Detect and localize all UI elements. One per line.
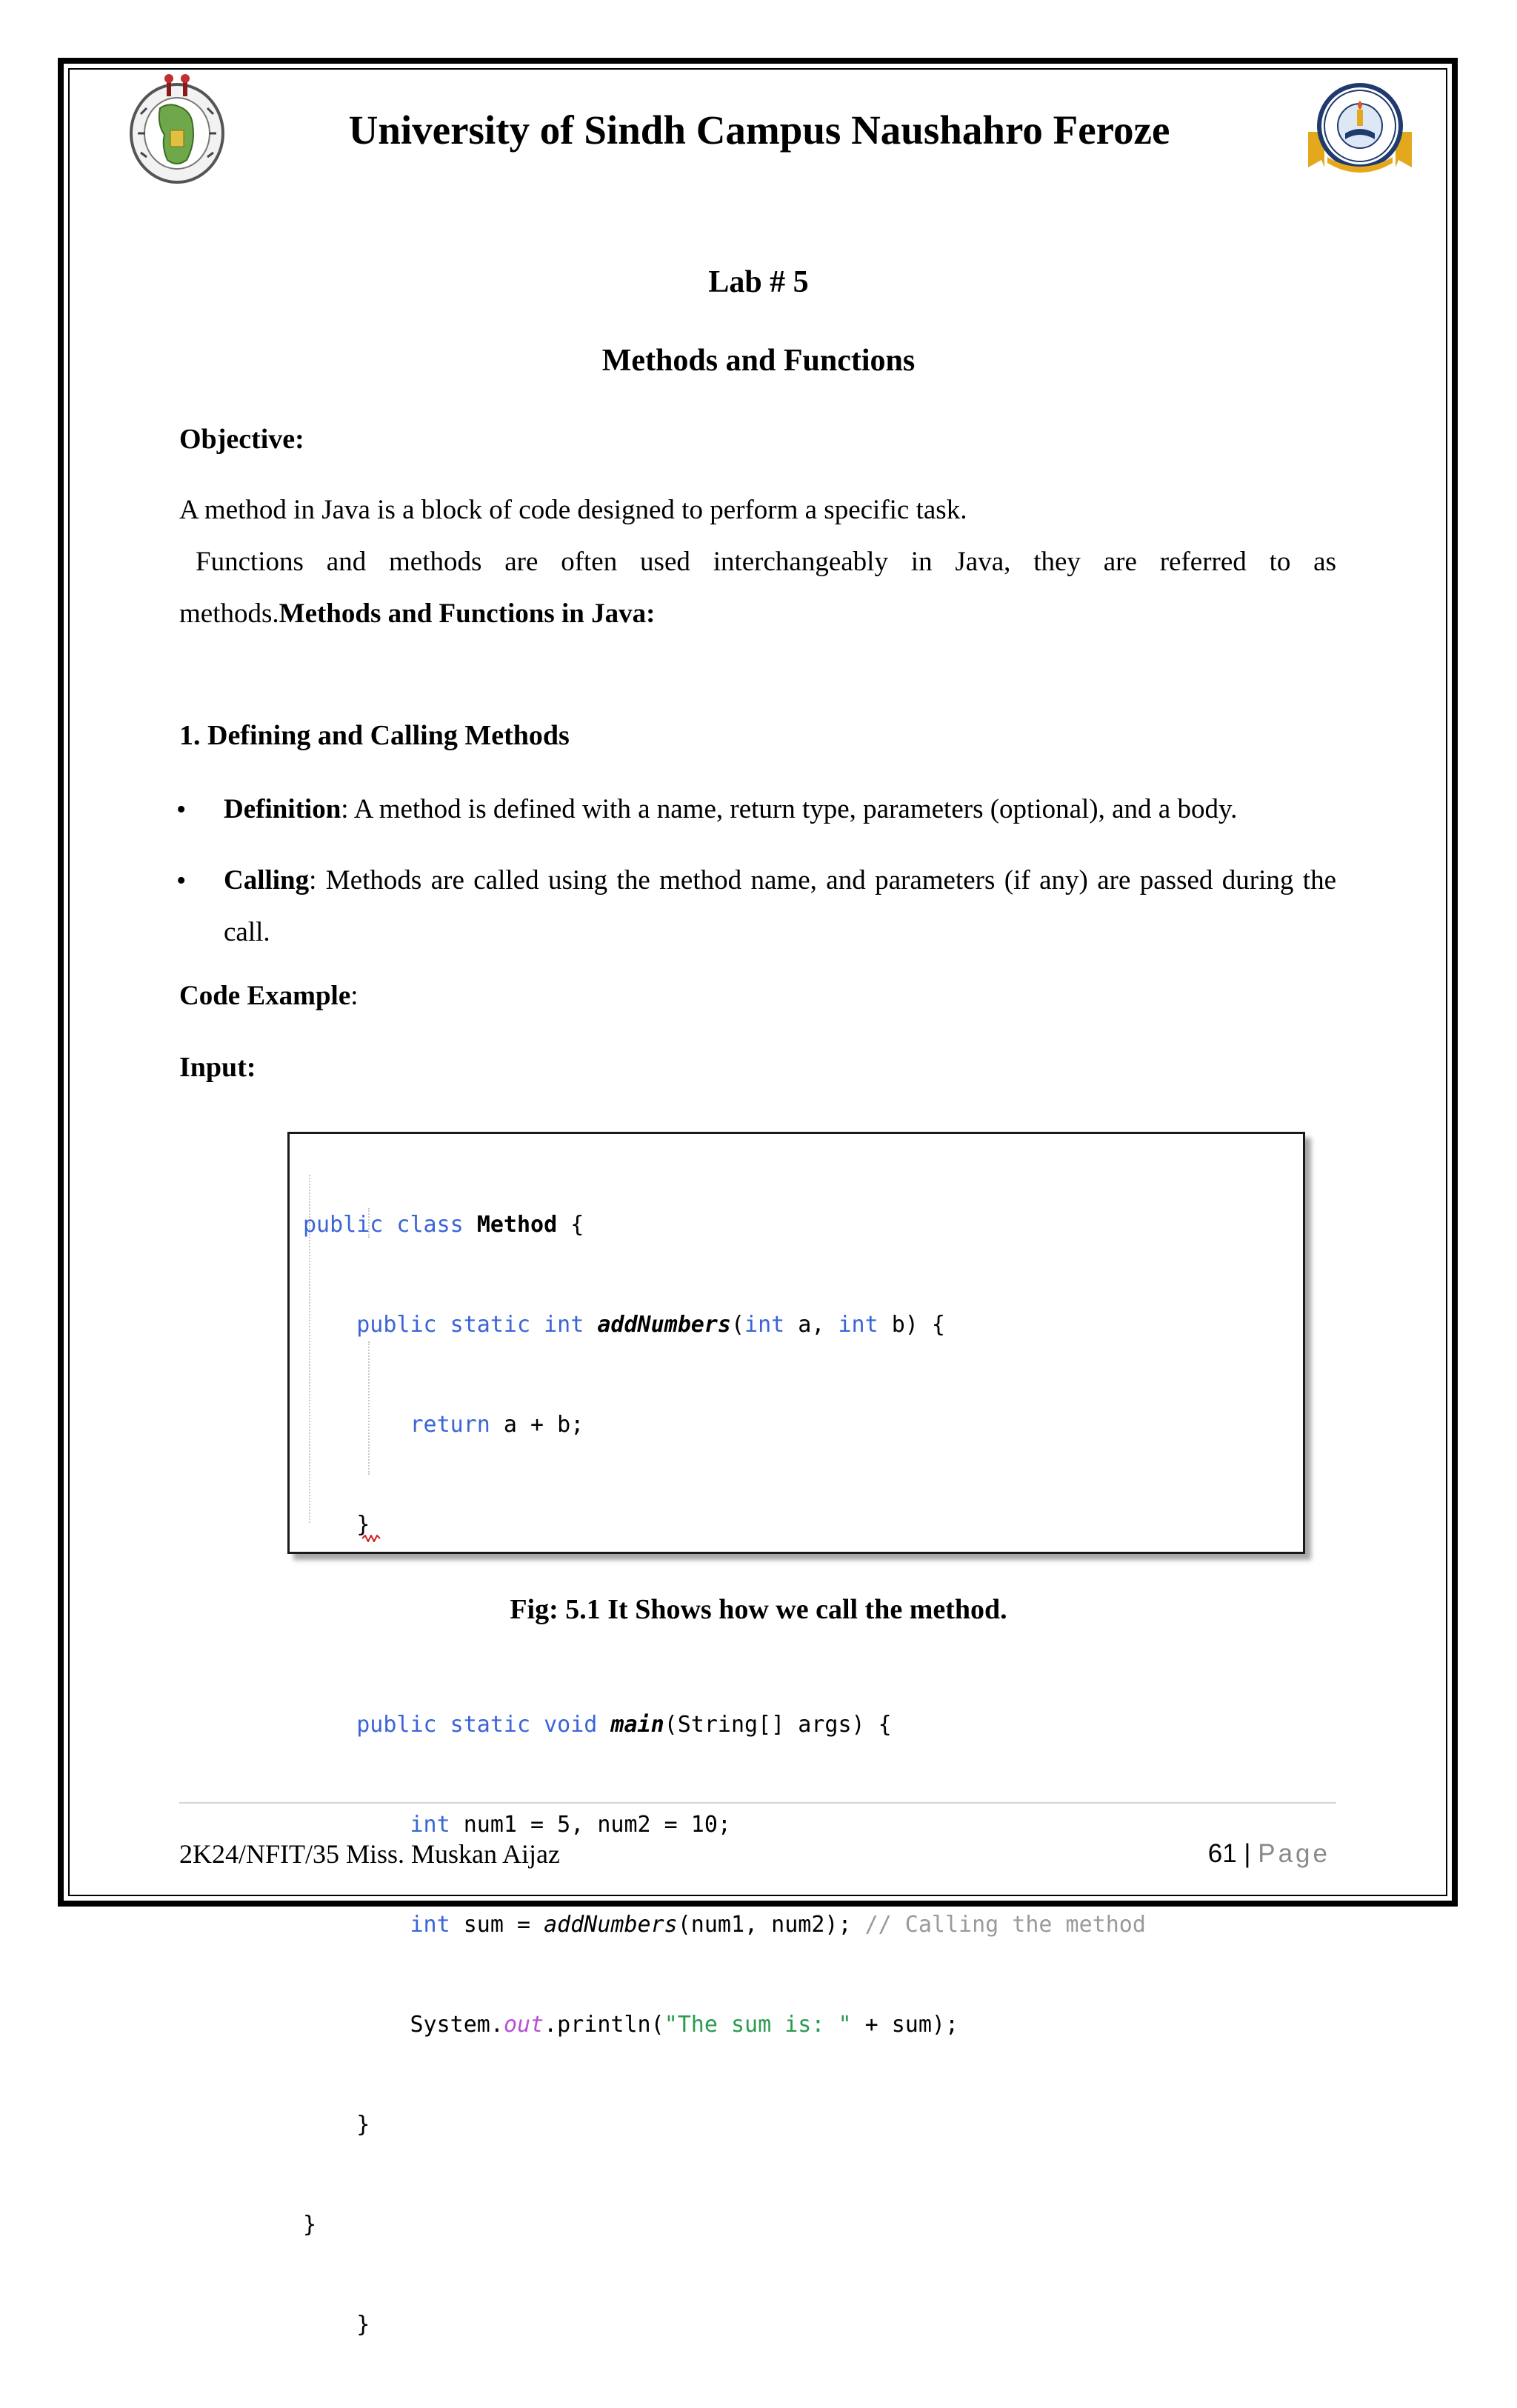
code-line-9: System.out.println("The sum is: " + sum); [410, 2012, 959, 2038]
figure-caption: Fig: 5.1 It Shows how we call the method. [510, 1594, 1007, 1625]
code-line-3: return a + b; [410, 1412, 584, 1438]
objective-line-3 [179, 596, 1336, 633]
objective-line-2: Functions and methods are often used interchangeably in Java, they are referred to as [196, 547, 1336, 577]
bullet-dot: • [176, 794, 187, 825]
bullet-calling-text: : Methods are called using the method name, and parameters (if any) are passed during the call. [224, 865, 1336, 947]
code-line-2: public static int addNumbers(int a, int b) { [356, 1312, 945, 1338]
page-word: Page [1258, 1839, 1330, 1868]
objective-line-1: A method in Java is a block of code designed to perform a specific task. [179, 495, 967, 525]
methods-functions-java-heading: Methods and Functions in Java: [279, 598, 656, 629]
bullet-definition [224, 784, 1336, 836]
page-separator: | [1236, 1839, 1258, 1868]
code-lines [303, 1141, 1146, 2408]
objective-heading: Objective: [179, 424, 304, 455]
bullet-dot: • [176, 865, 187, 896]
spellcheck-squiggle [361, 1535, 381, 1542]
bullet-calling-term: Calling [224, 865, 310, 896]
objective-line-3-plain: methods. [179, 598, 279, 629]
university-of-sindh-logo-left [124, 73, 230, 185]
code-line-7: int num1 = 5, num2 = 10; [410, 1812, 731, 1838]
code-line-1: public class Method { [303, 1212, 584, 1238]
university-title: University of Sindh Campus Naushahro Feroze [348, 107, 1170, 153]
bullet-definition-text: : A method is defined with a name, return type, parameters (optional), and a body. [341, 794, 1238, 824]
lab-number-heading: Lab # 5 [708, 265, 809, 299]
footer-page-number [1208, 1837, 1330, 1871]
code-line-4: } [356, 1512, 370, 1538]
input-label: Input: [179, 1052, 256, 1083]
code-line-10: } [356, 2112, 370, 2138]
section-1-heading: 1. Defining and Calling Methods [179, 720, 570, 751]
footer-divider [179, 1802, 1336, 1804]
code-line-8: int sum = addNumbers(num1, num2); // Calling the method [410, 1912, 1146, 1938]
footer-student-id: 2K24/NFIT/35 Miss. Muskan Aijaz [179, 1839, 561, 1869]
code-line-6: public static void main(String[] args) { [356, 1712, 892, 1738]
campus-seal-logo-right [1305, 80, 1415, 175]
code-example-colon: : [350, 981, 359, 1011]
lab-topic-heading: Methods and Functions [601, 344, 916, 378]
code-line-11: } [303, 2212, 317, 2238]
code-example-term: Code Example [179, 981, 351, 1011]
code-example-label [179, 978, 1336, 1015]
page-number: 61 [1207, 1839, 1237, 1868]
bullet-definition-term: Definition [224, 794, 341, 824]
bullet-calling [224, 855, 1336, 958]
code-line-12: } [356, 2312, 370, 2338]
